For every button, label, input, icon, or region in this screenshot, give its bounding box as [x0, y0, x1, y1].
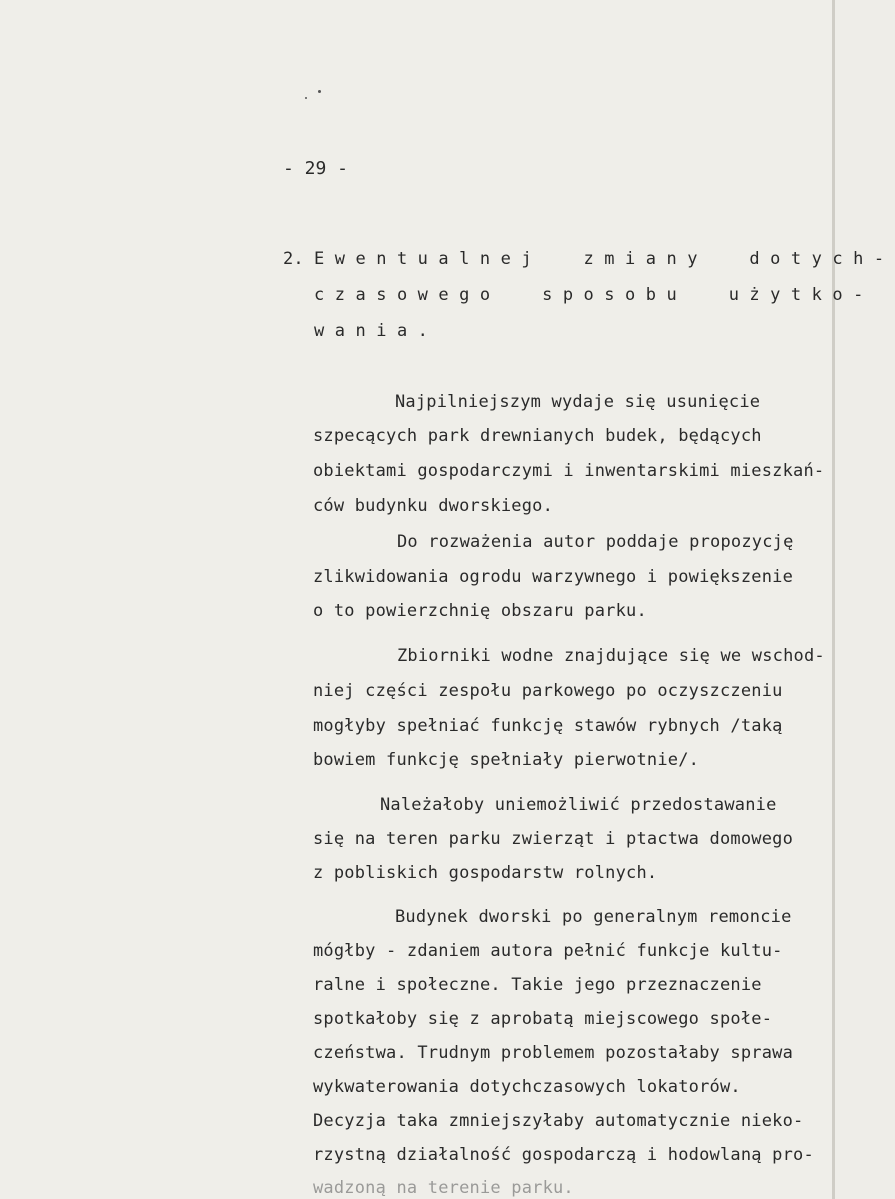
body-line: mógłby - zdaniem autora pełnić funkcje kultu- [313, 941, 783, 961]
heading-line-3: wania. [314, 321, 439, 341]
body-line: Najpilniejszym wydaje się usunięcie [395, 392, 761, 412]
body-line: bowiem funkcję spełniały pierwotnie/. [313, 750, 700, 770]
body-line: wykwaterowania dotychczasowych lokatorów. [313, 1077, 741, 1097]
body-line: rzystną działalność gospodarczą i hodowlaną pro- [313, 1145, 814, 1165]
body-line: Do rozważenia autor poddaje propozycję [397, 532, 794, 552]
body-line: ców budynku dworskiego. [313, 496, 554, 516]
body-line: ralne i społeczne. Takie jego przeznaczenie [313, 975, 762, 995]
body-line: zlikwidowania ogrodu warzywnego i powiększenie [313, 567, 794, 587]
body-line: niej części zespołu parkowego po oczyszczeniu [313, 681, 783, 701]
body-line: Decyzja taka zmniejszyłaby automatycznie nieko- [313, 1111, 804, 1131]
heading-line-1: Ewentualnej zmiany dotych- [314, 249, 895, 269]
body-line: Budynek dworski po generalnym remoncie [395, 907, 792, 927]
body-line: mogłyby spełniać funkcję stawów rybnych /taką [313, 716, 783, 736]
body-line: obiektami gospodarczymi i inwentarskimi mieszkań- [313, 461, 825, 481]
body-line: się na teren parku zwierząt i ptactwa domowego [313, 829, 794, 849]
body-line: o to powierzchnię obszaru parku. [313, 601, 647, 621]
body-line: szpecących park drewnianych budek, będących [313, 426, 762, 446]
body-line-cutoff: wadzoną na terenie parku. [313, 1178, 574, 1198]
speck [305, 97, 307, 99]
heading-line-2: czasowego sposobu użytko- [314, 285, 874, 305]
heading-number: 2. [283, 249, 304, 269]
page-number: - 29 - [283, 158, 349, 179]
body-line: Należałoby uniemożliwić przedostawanie [380, 795, 777, 815]
body-line: spotkałoby się z aprobatą miejscowego społe- [313, 1009, 773, 1029]
body-line: Zbiorniki wodne znajdujące się we wschod- [397, 646, 825, 666]
body-line: z pobliskich gospodarstw rolnych. [313, 863, 658, 883]
body-line: czeństwa. Trudnym problemem pozostałaby sprawa [313, 1043, 794, 1063]
speck [318, 90, 321, 93]
page-edge [832, 0, 835, 1199]
